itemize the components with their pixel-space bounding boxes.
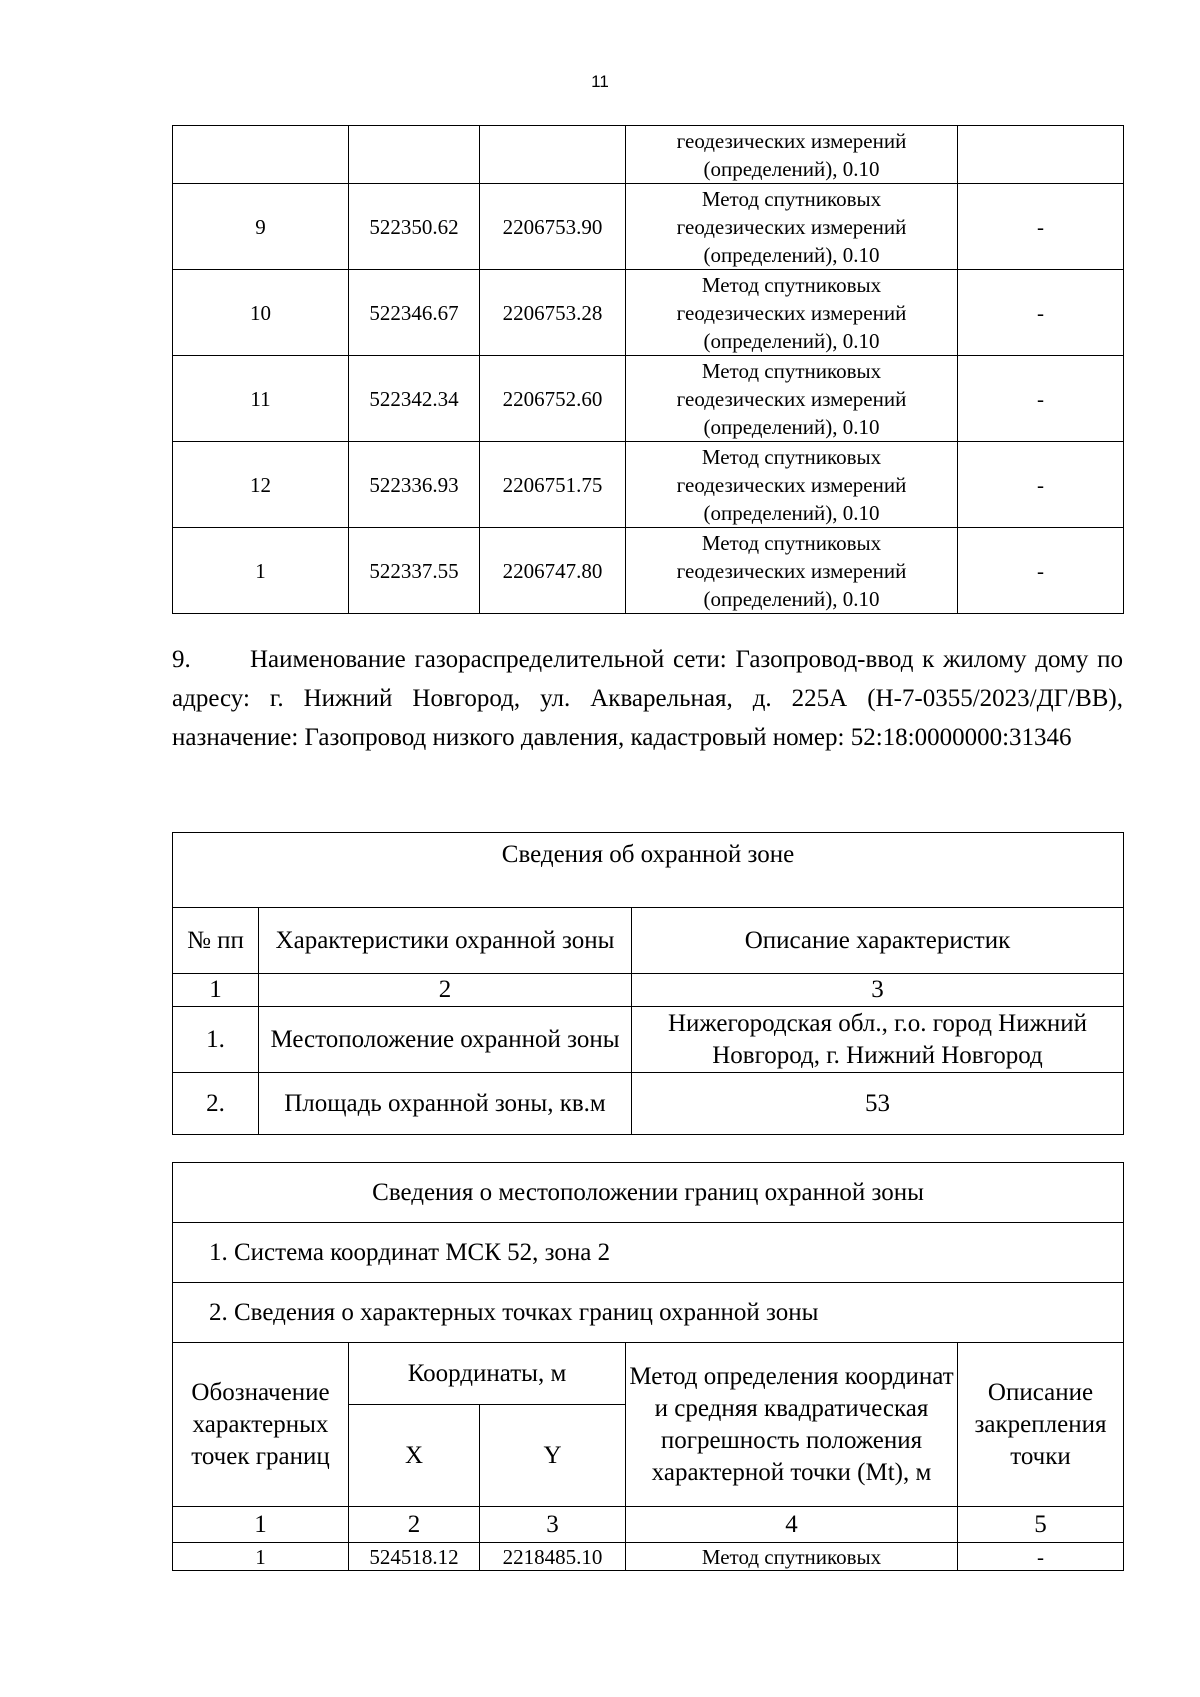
boundary-table <box>172 1162 1124 1571</box>
y-cell: 2206753.90 <box>480 184 626 270</box>
table-row <box>173 184 1124 270</box>
coordinate-table <box>172 125 1124 614</box>
y-cell: 2206751.75 <box>480 442 626 528</box>
column-header: Метод определения координат и средняя квадратическая погрешность положения характерной точки (Mt), м <box>626 1343 958 1507</box>
point-cell: 1 <box>173 528 349 614</box>
y-cell: 2206747.80 <box>480 528 626 614</box>
row-number: 2. <box>173 1073 259 1135</box>
column-index: 1 <box>173 1507 349 1543</box>
point-cell: 10 <box>173 270 349 356</box>
table-row <box>173 126 1124 184</box>
table-title: Сведения о местоположении границ охранной зоны <box>173 1163 1124 1223</box>
section-number: 9. <box>172 646 191 673</box>
point-cell: 9 <box>173 184 349 270</box>
table-title: Сведения об охранной зоне <box>173 833 1124 908</box>
desc-cell: - <box>958 270 1124 356</box>
method-cell: Метод спутниковых геодезических измерений (определений), 0.10 <box>626 270 958 356</box>
y-cell: 2218485.10 <box>480 1543 626 1571</box>
table-header-row <box>173 1343 1124 1405</box>
table-title-row <box>173 1163 1124 1223</box>
section-text: Наименование газораспределительной сети: Газопровод-ввод к жилому дому по адресу: г. Нижний Новгород, ул. Акварельная, д. 225А (Н-7-0355/2023/ДГ/ВВ), назначение: Газопровод низкого давления, кадастровый номер: 52:18:0000000:31346 <box>172 646 1123 751</box>
column-index: 4 <box>626 1507 958 1543</box>
column-index: 3 <box>632 974 1124 1007</box>
x-cell: 524518.12 <box>349 1543 480 1571</box>
desc-cell: - <box>958 528 1124 614</box>
characteristic-value: 53 <box>632 1073 1124 1135</box>
x-cell: 522346.67 <box>349 270 480 356</box>
desc-cell: - <box>958 1543 1124 1571</box>
table-info-row <box>173 1283 1124 1343</box>
table-info-row <box>173 1223 1124 1283</box>
table-row <box>173 356 1124 442</box>
column-index: 3 <box>480 1507 626 1543</box>
column-header: Обозначение характерных точек границ <box>173 1343 349 1507</box>
column-index: 5 <box>958 1507 1124 1543</box>
row-number: 1. <box>173 1007 259 1073</box>
table-row <box>173 1543 1124 1571</box>
table-row <box>173 442 1124 528</box>
column-header: Координаты, м <box>349 1343 626 1405</box>
method-cell: Метод спутниковых геодезических измерений (определений), 0.10 <box>626 184 958 270</box>
table-row <box>173 1007 1124 1073</box>
point-cell: 11 <box>173 356 349 442</box>
characteristic-name: Местоположение охранной зоны <box>259 1007 632 1073</box>
x-cell: 522337.55 <box>349 528 480 614</box>
column-header: Описание характеристик <box>632 908 1124 974</box>
x-cell: 522336.93 <box>349 442 480 528</box>
column-header: X <box>349 1405 480 1507</box>
column-header: Y <box>480 1405 626 1507</box>
table-header-row <box>173 908 1124 974</box>
table-title-row <box>173 833 1124 908</box>
column-index: 2 <box>349 1507 480 1543</box>
y-cell: 2206753.28 <box>480 270 626 356</box>
method-cell: Метод спутниковых геодезических измерений (определений), 0.10 <box>626 528 958 614</box>
table-row <box>173 528 1124 614</box>
column-header: Описание закрепления точки <box>958 1343 1124 1507</box>
coordinate-system: 1. Система координат МСК 52, зона 2 <box>173 1223 1124 1283</box>
table-row <box>173 270 1124 356</box>
section-paragraph <box>172 640 1123 757</box>
y-cell: 2206752.60 <box>480 356 626 442</box>
protection-zone-table <box>172 832 1124 1135</box>
method-cell: Метод спутниковых геодезических измерений (определений), 0.10 <box>626 356 958 442</box>
point-cell: 1 <box>173 1543 349 1571</box>
characteristic-value: Нижегородская обл., г.о. город Нижний Новгород, г. Нижний Новгород <box>632 1007 1124 1073</box>
method-cell: Метод спутниковых геодезических измерений (определений), 0.10 <box>626 442 958 528</box>
point-cell: 12 <box>173 442 349 528</box>
column-index: 2 <box>259 974 632 1007</box>
table-row <box>173 1073 1124 1135</box>
x-cell: 522350.62 <box>349 184 480 270</box>
column-header: Характеристики охранной зоны <box>259 908 632 974</box>
column-header: № пп <box>173 908 259 974</box>
method-cell: геодезических измерений (определений), 0.10 <box>626 126 958 184</box>
column-index: 1 <box>173 974 259 1007</box>
page-number: 11 <box>591 72 609 91</box>
table-index-row <box>173 974 1124 1007</box>
characteristic-name: Площадь охранной зоны, кв.м <box>259 1073 632 1135</box>
desc-cell: - <box>958 442 1124 528</box>
table-index-row <box>173 1507 1124 1543</box>
desc-cell: - <box>958 184 1124 270</box>
x-cell: 522342.34 <box>349 356 480 442</box>
points-caption: 2. Сведения о характерных точках границ охранной зоны <box>173 1283 1124 1343</box>
desc-cell: - <box>958 356 1124 442</box>
method-cell: Метод спутниковых <box>626 1543 958 1571</box>
